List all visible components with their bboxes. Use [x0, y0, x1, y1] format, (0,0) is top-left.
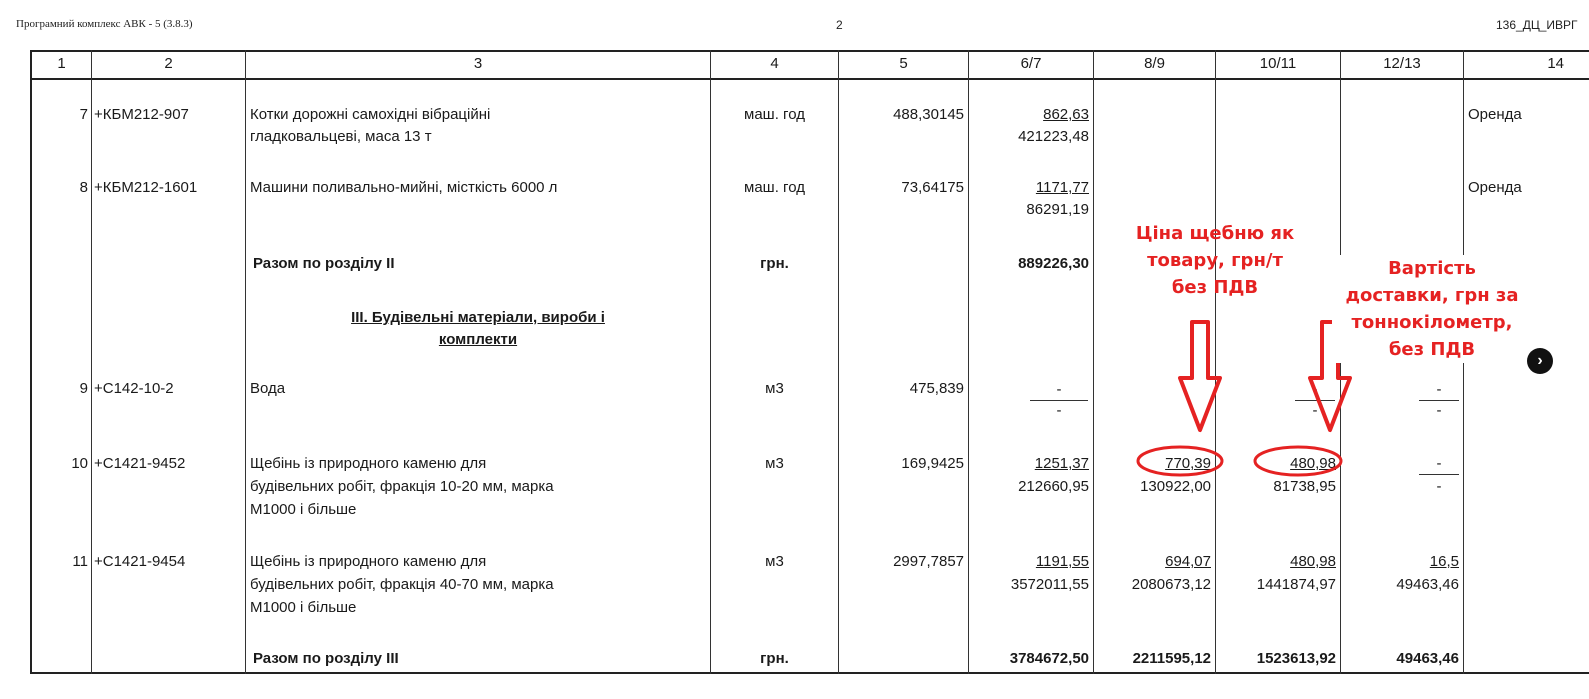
empty-price: - [1419, 379, 1459, 401]
unit: грн. [760, 650, 789, 667]
resource-name: М1000 і більше [250, 501, 357, 518]
resource-name: Вода [250, 380, 286, 397]
column-header: 3 [473, 55, 483, 72]
empty-total: - [1056, 402, 1062, 419]
subtotal-other: 49463,46 [1396, 650, 1459, 667]
section-heading: комплекти [438, 331, 518, 348]
delivery-price: 480,98 [1290, 455, 1336, 472]
annotation-line: Вартість [1388, 258, 1476, 279]
goods-total: 2080673,12 [1131, 576, 1211, 593]
subtotal-label: Разом по розділу III [253, 650, 399, 667]
quantity: 73,64175 [901, 179, 964, 196]
total-price: 212660,95 [1018, 478, 1089, 495]
quantity: 475,839 [909, 380, 964, 397]
arrow-down-icon [1180, 322, 1220, 430]
quantity: 2997,7857 [893, 553, 964, 570]
row-number: 7 [79, 106, 88, 123]
unit: м3 [765, 380, 784, 397]
delivery-total: 1441874,97 [1256, 576, 1336, 593]
unit: маш. год [744, 106, 805, 123]
resource-code: +С1421-9452 [94, 455, 186, 472]
subtotal-delivery: 1523613,92 [1256, 650, 1336, 667]
total-price: 86291,19 [1026, 201, 1089, 218]
row-number: 8 [79, 179, 88, 196]
highlight-circle [1255, 447, 1341, 475]
empty-total: - [1436, 478, 1442, 495]
quantity: 488,30145 [893, 106, 964, 123]
subtotal-value: 3784672,50 [1009, 650, 1089, 667]
resource-name: гладковальцеві, маса 13 т [250, 128, 432, 145]
subtotal-label: Разом по розділу II [253, 255, 395, 272]
column-header: 8/9 [1144, 55, 1165, 72]
unit-price: 1191,55 [1035, 553, 1089, 570]
annotation-line: Ціна щебню як [1135, 223, 1295, 244]
note: Оренда [1468, 106, 1522, 123]
section-heading: III. Будівельні матеріали, вироби і [351, 309, 605, 326]
resource-code: +С142-10-2 [94, 380, 174, 397]
column-header: 10/11 [1259, 55, 1297, 72]
unit-price: 862,63 [1043, 106, 1089, 123]
resource-code: +КБМ212-907 [94, 106, 189, 123]
empty-total: - [1436, 402, 1442, 419]
resource-name: Щебінь із природного каменю для [250, 553, 487, 570]
empty-price: - [1295, 379, 1335, 401]
annotation-line: без ПДВ [1171, 277, 1259, 298]
unit: м3 [765, 553, 784, 570]
annotation-delivery-cost [1332, 255, 1532, 363]
quantity: 169,9425 [901, 455, 964, 472]
document-code: 136_ДЦ_ИВРГ [1496, 18, 1578, 32]
empty-price: - [1030, 379, 1088, 401]
column-header: 4 [770, 55, 779, 72]
row-number: 10 [71, 455, 88, 472]
resource-code: +С1421-9454 [94, 553, 186, 570]
goods-price: 694,07 [1165, 553, 1211, 570]
resource-name: М1000 і більше [250, 599, 357, 616]
column-header: 2 [164, 55, 173, 72]
resource-name: Котки дорожні самохідні вібраційні [250, 106, 491, 123]
unit: м3 [765, 455, 784, 472]
empty-price: - [1419, 453, 1459, 475]
chevron-right-icon[interactable]: › [1527, 348, 1553, 374]
row-number: 9 [79, 380, 88, 397]
column-header: 14 [1547, 55, 1564, 72]
other-total: 49463,46 [1396, 576, 1459, 593]
column-header: 6/7 [1020, 55, 1042, 72]
delivery-total: 81738,95 [1273, 478, 1336, 495]
note: Оренда [1468, 179, 1522, 196]
resource-name: Щебінь із природного каменю для [250, 455, 487, 472]
annotation-line: без ПДВ [1388, 339, 1476, 360]
unit: маш. год [744, 179, 805, 196]
column-header: 5 [899, 55, 908, 72]
goods-total: 130922,00 [1140, 478, 1211, 495]
column-header: 12/13 [1383, 55, 1421, 72]
program-title: Програмний комплекс АВК - 5 (3.8.3) [16, 18, 193, 30]
total-price: 3572011,55 [1010, 576, 1089, 593]
resource-name: будівельних робіт, фракція 40-70 мм, марка [250, 576, 554, 593]
page-number: 2 [836, 18, 843, 32]
annotation-line: доставки, грн за [1345, 285, 1519, 306]
delivery-price: 480,98 [1290, 553, 1336, 570]
row-number: 11 [72, 553, 88, 570]
goods-price: 770,39 [1165, 455, 1211, 472]
total-price: 421223,48 [1018, 128, 1089, 145]
resource-code: +КБМ212-1601 [94, 179, 198, 196]
unit: грн. [760, 255, 789, 272]
resource-name: Машини поливально-мийні, місткість 6000 л [250, 179, 558, 196]
other-price: 16,5 [1429, 553, 1459, 570]
annotation-goods-price [1110, 220, 1320, 301]
column-header: 1 [57, 55, 66, 72]
annotation-line: товару, грн/т [1147, 250, 1283, 271]
empty-total: - [1312, 402, 1318, 419]
highlight-circle [1138, 447, 1222, 475]
unit-price: 1171,77 [1035, 179, 1089, 196]
subtotal-value: 889226,30 [1018, 255, 1089, 272]
unit-price: 1251,37 [1034, 455, 1089, 472]
annotation-line: тоннокілометр, [1351, 312, 1513, 333]
subtotal-goods: 2211595,12 [1132, 650, 1211, 667]
resource-name: будівельних робіт, фракція 10-20 мм, марка [250, 478, 554, 495]
